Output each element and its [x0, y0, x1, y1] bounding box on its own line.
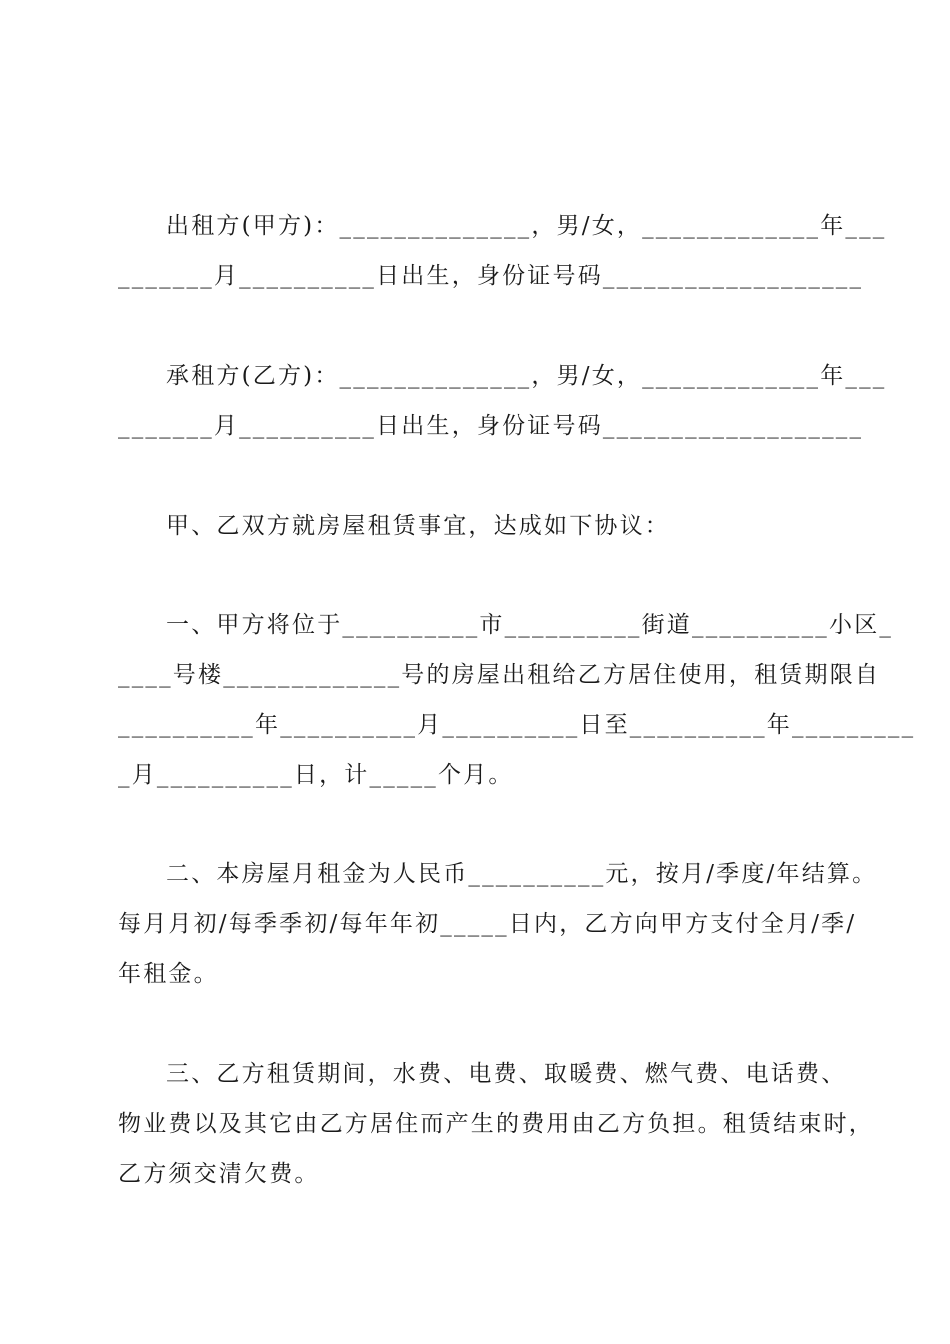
- clause-1-line-4: _月__________日，计_____个月。: [118, 762, 514, 788]
- clause-2-line-1: 二、本房屋月租金为人民币__________元，按月/季度/年结算。: [166, 861, 878, 887]
- clause-3-line-2: 物业费以及其它由乙方居住而产生的费用由乙方负担。租赁结束时，: [118, 1111, 874, 1137]
- clause-3-line-1: 三、乙方租赁期间，水费、电费、取暖费、燃气费、电话费、: [166, 1061, 847, 1087]
- agreement-intro: 甲、乙双方就房屋租赁事宜，达成如下协议：: [166, 513, 670, 539]
- clause-1-line-1: 一、甲方将位于__________市__________街道__________小区_: [166, 612, 894, 638]
- clause-2-line-2: 每月月初/每季季初/每年年初_____日内，乙方向甲方支付全月/季/: [118, 911, 857, 937]
- lessee-line-1: 承租方(乙方)：______________，男/女，_____________年___: [166, 363, 887, 389]
- lessor-line-1: 出租方(甲方)：______________，男/女，_____________年___: [166, 213, 887, 239]
- lessor-line-2: _______月__________日出生，身份证号码___________________: [118, 263, 864, 289]
- clause-3-line-3: 乙方须交清欠费。: [118, 1161, 320, 1187]
- clause-1-line-3: __________年__________月__________日至__________年_________: [118, 712, 916, 738]
- clause-2-line-3: 年租金。: [118, 961, 219, 987]
- clause-1-line-2: ____号楼_____________号的房屋出租给乙方居住使用，租赁期限自: [118, 662, 881, 688]
- lessee-line-2: _______月__________日出生，身份证号码___________________: [118, 413, 864, 439]
